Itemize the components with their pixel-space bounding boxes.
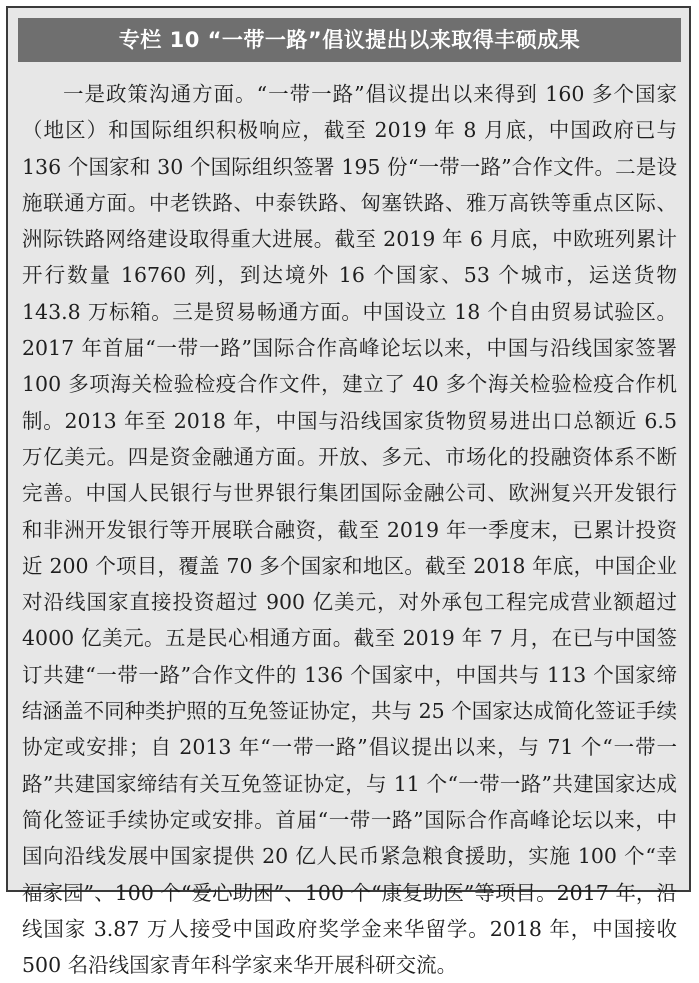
- column-body: 一是政策沟通方面。“一带一路”倡议提出以来得到 160 多个国家（地区）和国际组织积极响应，截至 2019 年 8 月底，中国政府已与 136 个国家和 30 个国际组织签署 195 份“一带一路”合作文件。二是设施联通方面。中老铁路、中泰铁路、匈塞铁路、雅万高铁等重点区际、洲际铁路网络建设取得重大进展。截至 2019 年 6 月底，中欧班列累计开行数量 16760 列，到达境外 16 个国家、53 个城市，运送货物 143.8 万标箱。三是贸易畅通方面。中国设立 18 个自由贸易试验区。2017 年首届“一带一路”国际合作高峰论坛以来，中国与沿线国家签署 100 多项海关检验检疫合作文件，建立了 40 多个海关检验检疫合作机制。2013 年至 2018 年，中国与沿线国家货物贸易进出口总额近 6.5 万亿美元。四是资金融通方面。开放、多元、市场化的投融资体系不断完善。中国人民银行与世界银行集团国际金融公司、欧洲复兴开发银行和非洲开发银行等开展联合融资，截至 2019 年一季度末，已累计投资近 200 个项目，覆盖 70 多个国家和地区。截至 2018 年底，中国企业对沿线国家直接投资超过 900 亿美元，对外承包工程完成营业额超过 4000 亿美元。五是民心相通方面。截至 2019 年 7 月，在已与中国签订共建“一带一路”合作文件的 136 个国家中，中国共与 113 个国家缔结涵盖不同种类护照的互免签证协定，共与 25 个国家达成简化签证手续协定或安排；自 2013 年“一带一路”倡议提出以来，与 71 个“一带一路”共建国家缔结有关互免签证协定，与 11 个“一带一路”共建国家达成简化签证手续协定或安排。首届“一带一路”国际合作高峰论坛以来，中国向沿线发展中国家提供 20 亿人民币紧急粮食援助，实施 100 个“幸福家园”、100 个“爱心助困”、100 个“康复助医”等项目。2017 年，沿线国家 3.87 万人接受中国政府奖学金来华留学。2018 年，中国接收 500 名沿线国家青年科学家来华开展科研交流。: [22, 82, 677, 978]
- column-box: [6, 6, 691, 978]
- column-title: 专栏 10 “一带一路”倡议提出以来取得丰硕成果: [18, 18, 681, 62]
